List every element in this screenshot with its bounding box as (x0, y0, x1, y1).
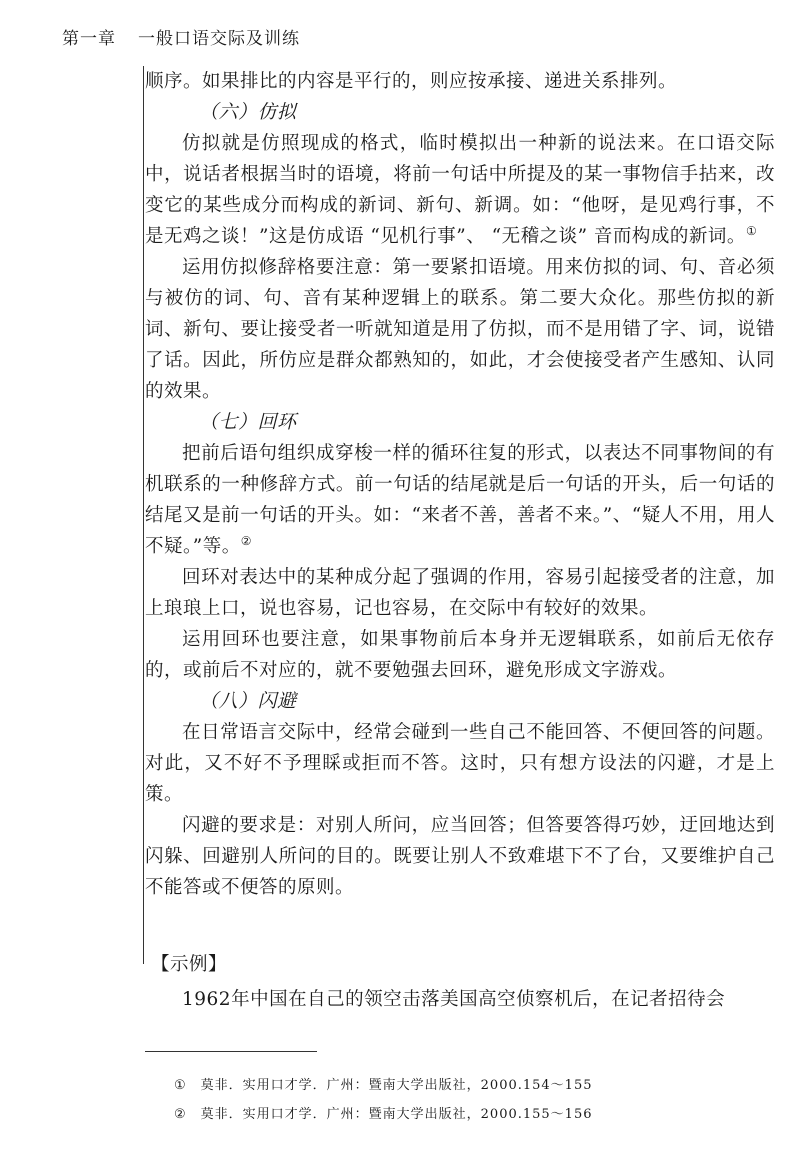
paragraph: 运用仿拟修辞格要注意：第一要紧扣语境。用来仿拟的词、句、音必须与被仿的词、句、音有某种逻辑上的联系。第二要大众化。那些仿拟的新词、新句、要让接受者一听就知道是用了仿拟，而不是用错了字、词，说错了话。因此，所仿应是群众都熟知的，如此，才会使接受者产生感知、认同的效果。 (145, 257, 775, 402)
footnote-text: 莫非．实用口才学．广州：暨南大学出版社，2000.154～155 (200, 1078, 593, 1093)
footnote-item (174, 1071, 593, 1100)
footnote-mark: ① (174, 1078, 187, 1093)
paragraph (145, 438, 775, 562)
paragraph: 1962年中国在自己的领空击落美国高空侦察机后，在记者招待会 (182, 989, 726, 1010)
margin-rule (143, 66, 144, 964)
footnote-reference[interactable]: ② (240, 534, 252, 548)
example-label: 【示例】 (151, 954, 228, 975)
section-heading-shanbi: （八）闪避 (199, 690, 297, 712)
page-body (145, 66, 775, 1015)
footnote-reference[interactable]: ① (745, 224, 758, 238)
paragraph-continued: 顺序。如果排比的内容是平行的，则应按承接、递进关系排列。 (145, 71, 678, 92)
footnote-rule (145, 1051, 317, 1052)
footnote-item (174, 1100, 593, 1129)
spacer (145, 903, 775, 949)
running-head (62, 24, 300, 49)
paragraph-text: 仿拟就是仿照现成的格式，临时模拟出一种新的说法来。在口语交际中，说话者根据当时的语境，将前一句话中所提及的某一事物信手拈来，改变它的某些成分而构成的新词、新句、新调。如：“他呀，是见鸡行事，不是无鸡之谈！”这是仿成语 “见机行事”、 “无稽之谈” 音而构成的新词。 (145, 133, 775, 247)
paragraph-text: 把前后语句组织成穿梭一样的循环往复的形式，以表达不同事物间的有机联系的一种修辞方式。前一句话的结尾就是后一句话的开头，后一句话的结尾又是前一句话的开头。如：“来者不善，善者不来。”、“疑人不用，用人不疑。”等。 (145, 443, 775, 557)
footnote-text: 莫非．实用口才学．广州：暨南大学出版社，2000.155～156 (200, 1107, 593, 1122)
section-heading-huihuan: （七）回环 (199, 411, 297, 433)
chapter-number: 第一章 (62, 29, 116, 49)
paragraph: 闪避的要求是：对别人所问，应当回答；但答要答得巧妙，迂回地达到闪躲、回避别人所问的目的。既要让别人不致难堪下不了台，又要维护自己不能答或不便答的原则。 (145, 815, 775, 898)
paragraph: 在日常语言交际中，经常会碰到一些自己不能回答、不便回答的问题。对此，又不好不予理睬或拒而不答。这时，只有想方设法的闪避，才是上策。 (145, 722, 775, 805)
section-heading-fangni: （六）仿拟 (199, 101, 297, 123)
paragraph: 回环对表达中的某种成分起了强调的作用，容易引起接受者的注意，加上琅琅上口，说也容易，记也容易，在交际中有较好的效果。 (145, 567, 775, 619)
footnotes (174, 1071, 593, 1129)
footnote-mark: ② (174, 1107, 187, 1122)
paragraph (145, 128, 775, 252)
paragraph: 运用回环也要注意，如果事物前后本身并无逻辑联系，如前后无依存的，或前后不对应的，就不要勉强去回环，避免形成文字游戏。 (145, 629, 775, 681)
chapter-title: 一般口语交际及训练 (138, 29, 300, 49)
